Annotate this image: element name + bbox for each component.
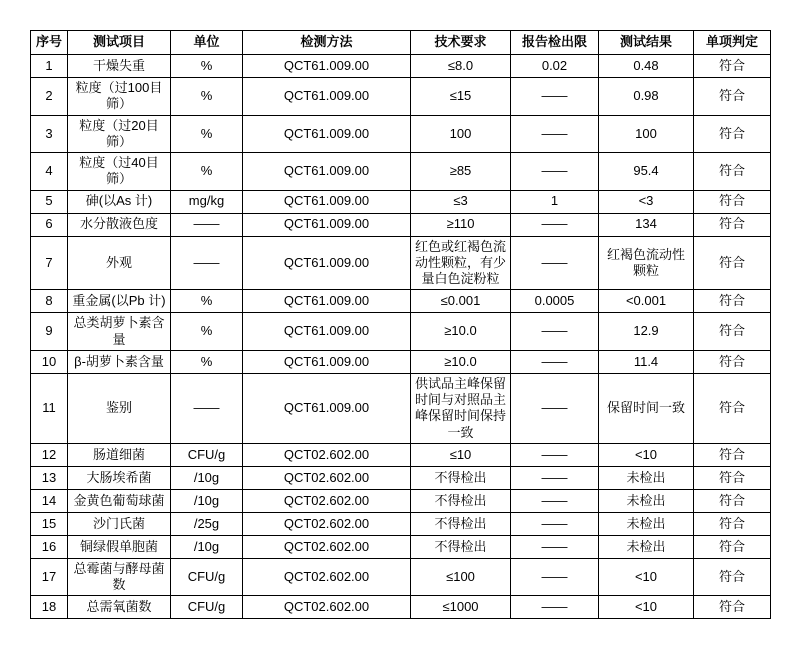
unit-cell: CFU/g [171, 558, 243, 596]
table-row [31, 236, 771, 290]
header-detection-limit: 报告检出限 [511, 31, 599, 55]
result-cell: <0.001 [599, 290, 694, 313]
test-item-cell: 金黄色葡萄球菌 [68, 489, 171, 512]
requirement-cell: ≤0.001 [411, 290, 511, 313]
method-cell: QCT61.009.00 [243, 350, 411, 373]
method-cell: QCT61.009.00 [243, 290, 411, 313]
requirement-cell: ≤15 [411, 78, 511, 116]
row-number-cell: 7 [31, 236, 68, 290]
table-row [31, 78, 771, 116]
method-cell: QCT02.602.00 [243, 443, 411, 466]
requirement-cell: 供试品主峰保留时间与对照品主峰保留时间保持一致 [411, 373, 511, 443]
judgment-cell: 符合 [694, 350, 771, 373]
method-cell: QCT61.009.00 [243, 373, 411, 443]
test-item-cell: 粒度（过40目筛） [68, 153, 171, 191]
unit-cell: /25g [171, 512, 243, 535]
detection-limit-cell: —— [511, 213, 599, 236]
requirement-cell: 不得检出 [411, 535, 511, 558]
unit-cell: % [171, 78, 243, 116]
detection-limit-cell: —— [511, 78, 599, 116]
unit-cell: /10g [171, 466, 243, 489]
result-cell: 未检出 [599, 512, 694, 535]
row-number-cell: 5 [31, 190, 68, 213]
judgment-cell: 符合 [694, 512, 771, 535]
detection-limit-cell: —— [511, 236, 599, 290]
judgment-cell: 符合 [694, 236, 771, 290]
table-row [31, 213, 771, 236]
requirement-cell: ≥85 [411, 153, 511, 191]
detection-limit-cell: 0.02 [511, 55, 599, 78]
table-row [31, 153, 771, 191]
detection-limit-cell: —— [511, 443, 599, 466]
requirement-cell: ≥10.0 [411, 313, 511, 351]
table-row [31, 489, 771, 512]
judgment-cell: 符合 [694, 373, 771, 443]
method-cell: QCT02.602.00 [243, 466, 411, 489]
judgment-cell: 符合 [694, 190, 771, 213]
test-item-cell: 总霉菌与酵母菌数 [68, 558, 171, 596]
row-number-cell: 9 [31, 313, 68, 351]
result-cell: 12.9 [599, 313, 694, 351]
result-cell: 红褐色流动性颗粒 [599, 236, 694, 290]
judgment-cell: 符合 [694, 55, 771, 78]
result-cell: 0.48 [599, 55, 694, 78]
header-method: 检测方法 [243, 31, 411, 55]
result-cell: 134 [599, 213, 694, 236]
header-result: 测试结果 [599, 31, 694, 55]
row-number-cell: 4 [31, 153, 68, 191]
row-number-cell: 11 [31, 373, 68, 443]
requirement-cell: 不得检出 [411, 466, 511, 489]
detection-limit-cell: 0.0005 [511, 290, 599, 313]
judgment-cell: 符合 [694, 153, 771, 191]
method-cell: QCT02.602.00 [243, 489, 411, 512]
method-cell: QCT61.009.00 [243, 190, 411, 213]
requirement-cell: 不得检出 [411, 489, 511, 512]
judgment-cell: 符合 [694, 535, 771, 558]
requirement-cell: 不得检出 [411, 512, 511, 535]
requirement-cell: ≤100 [411, 558, 511, 596]
result-cell: 95.4 [599, 153, 694, 191]
row-number-cell: 2 [31, 78, 68, 116]
result-cell: 100 [599, 115, 694, 153]
unit-cell: —— [171, 213, 243, 236]
result-cell: <10 [599, 596, 694, 619]
judgment-cell: 符合 [694, 290, 771, 313]
header-row-number: 序号 [31, 31, 68, 55]
method-cell: QCT61.009.00 [243, 55, 411, 78]
detection-limit-cell: —— [511, 373, 599, 443]
table-row [31, 596, 771, 619]
test-item-cell: 肠道细菌 [68, 443, 171, 466]
judgment-cell: 符合 [694, 213, 771, 236]
unit-cell: —— [171, 373, 243, 443]
requirement-cell: ≤10 [411, 443, 511, 466]
test-item-cell: 粒度（过20目筛） [68, 115, 171, 153]
test-item-cell: 总需氧菌数 [68, 596, 171, 619]
test-item-cell: 总类胡萝卜素含量 [68, 313, 171, 351]
judgment-cell: 符合 [694, 313, 771, 351]
requirement-cell: ≥10.0 [411, 350, 511, 373]
requirement-cell: 红色或红褐色流动性颗粒，有少量白色淀粉粒 [411, 236, 511, 290]
method-cell: QCT02.602.00 [243, 512, 411, 535]
detection-limit-cell: —— [511, 313, 599, 351]
unit-cell: —— [171, 236, 243, 290]
unit-cell: mg/kg [171, 190, 243, 213]
test-item-cell: 重金属(以Pb 计) [68, 290, 171, 313]
judgment-cell: 符合 [694, 558, 771, 596]
table-row [31, 115, 771, 153]
unit-cell: % [171, 55, 243, 78]
test-item-cell: 水分散液色度 [68, 213, 171, 236]
method-cell: QCT61.009.00 [243, 115, 411, 153]
unit-cell: CFU/g [171, 443, 243, 466]
result-cell: <3 [599, 190, 694, 213]
detection-limit-cell: —— [511, 115, 599, 153]
test-item-cell: 粒度（过100目筛） [68, 78, 171, 116]
row-number-cell: 15 [31, 512, 68, 535]
result-cell: 11.4 [599, 350, 694, 373]
test-item-cell: 沙门氏菌 [68, 512, 171, 535]
requirement-cell: ≤8.0 [411, 55, 511, 78]
row-number-cell: 10 [31, 350, 68, 373]
unit-cell: % [171, 115, 243, 153]
row-number-cell: 12 [31, 443, 68, 466]
detection-limit-cell: —— [511, 489, 599, 512]
result-cell: <10 [599, 443, 694, 466]
judgment-cell: 符合 [694, 466, 771, 489]
unit-cell: /10g [171, 535, 243, 558]
detection-limit-cell: —— [511, 558, 599, 596]
requirement-cell: ≤1000 [411, 596, 511, 619]
header-test-item: 测试项目 [68, 31, 171, 55]
result-cell: 0.98 [599, 78, 694, 116]
result-cell: 未检出 [599, 535, 694, 558]
row-number-cell: 6 [31, 213, 68, 236]
method-cell: QCT61.009.00 [243, 313, 411, 351]
judgment-cell: 符合 [694, 489, 771, 512]
detection-limit-cell: 1 [511, 190, 599, 213]
row-number-cell: 17 [31, 558, 68, 596]
detection-limit-cell: —— [511, 535, 599, 558]
requirement-cell: ≥110 [411, 213, 511, 236]
result-cell: 未检出 [599, 489, 694, 512]
table-row [31, 535, 771, 558]
method-cell: QCT61.009.00 [243, 213, 411, 236]
header-judgment: 单项判定 [694, 31, 771, 55]
row-number-cell: 18 [31, 596, 68, 619]
unit-cell: % [171, 350, 243, 373]
row-number-cell: 3 [31, 115, 68, 153]
result-cell: 未检出 [599, 466, 694, 489]
judgment-cell: 符合 [694, 115, 771, 153]
header-row [31, 31, 771, 55]
table-body [31, 55, 771, 619]
test-item-cell: 干燥失重 [68, 55, 171, 78]
test-item-cell: β-胡萝卜素含量 [68, 350, 171, 373]
table-row [31, 313, 771, 351]
unit-cell: % [171, 290, 243, 313]
method-cell: QCT02.602.00 [243, 535, 411, 558]
unit-cell: % [171, 153, 243, 191]
method-cell: QCT61.009.00 [243, 236, 411, 290]
unit-cell: CFU/g [171, 596, 243, 619]
row-number-cell: 1 [31, 55, 68, 78]
unit-cell: % [171, 313, 243, 351]
row-number-cell: 13 [31, 466, 68, 489]
test-item-cell: 大肠埃希菌 [68, 466, 171, 489]
test-item-cell: 鉴别 [68, 373, 171, 443]
table-row [31, 190, 771, 213]
test-item-cell: 外观 [68, 236, 171, 290]
header-requirement: 技术要求 [411, 31, 511, 55]
test-report-table [30, 30, 771, 619]
row-number-cell: 14 [31, 489, 68, 512]
judgment-cell: 符合 [694, 78, 771, 116]
table-row [31, 466, 771, 489]
table-row [31, 55, 771, 78]
header-unit: 单位 [171, 31, 243, 55]
detection-limit-cell: —— [511, 596, 599, 619]
method-cell: QCT02.602.00 [243, 558, 411, 596]
row-number-cell: 16 [31, 535, 68, 558]
table-row [31, 558, 771, 596]
table-row [31, 512, 771, 535]
table-row [31, 373, 771, 443]
judgment-cell: 符合 [694, 443, 771, 466]
detection-limit-cell: —— [511, 153, 599, 191]
unit-cell: /10g [171, 489, 243, 512]
method-cell: QCT02.602.00 [243, 596, 411, 619]
method-cell: QCT61.009.00 [243, 153, 411, 191]
requirement-cell: 100 [411, 115, 511, 153]
test-item-cell: 铜绿假单胞菌 [68, 535, 171, 558]
row-number-cell: 8 [31, 290, 68, 313]
detection-limit-cell: —— [511, 350, 599, 373]
test-item-cell: 砷(以As 计) [68, 190, 171, 213]
table-row [31, 350, 771, 373]
result-cell: <10 [599, 558, 694, 596]
judgment-cell: 符合 [694, 596, 771, 619]
detection-limit-cell: —— [511, 512, 599, 535]
detection-limit-cell: —— [511, 466, 599, 489]
table-header [31, 31, 771, 55]
requirement-cell: ≤3 [411, 190, 511, 213]
table-row [31, 443, 771, 466]
table-row [31, 290, 771, 313]
method-cell: QCT61.009.00 [243, 78, 411, 116]
result-cell: 保留时间一致 [599, 373, 694, 443]
